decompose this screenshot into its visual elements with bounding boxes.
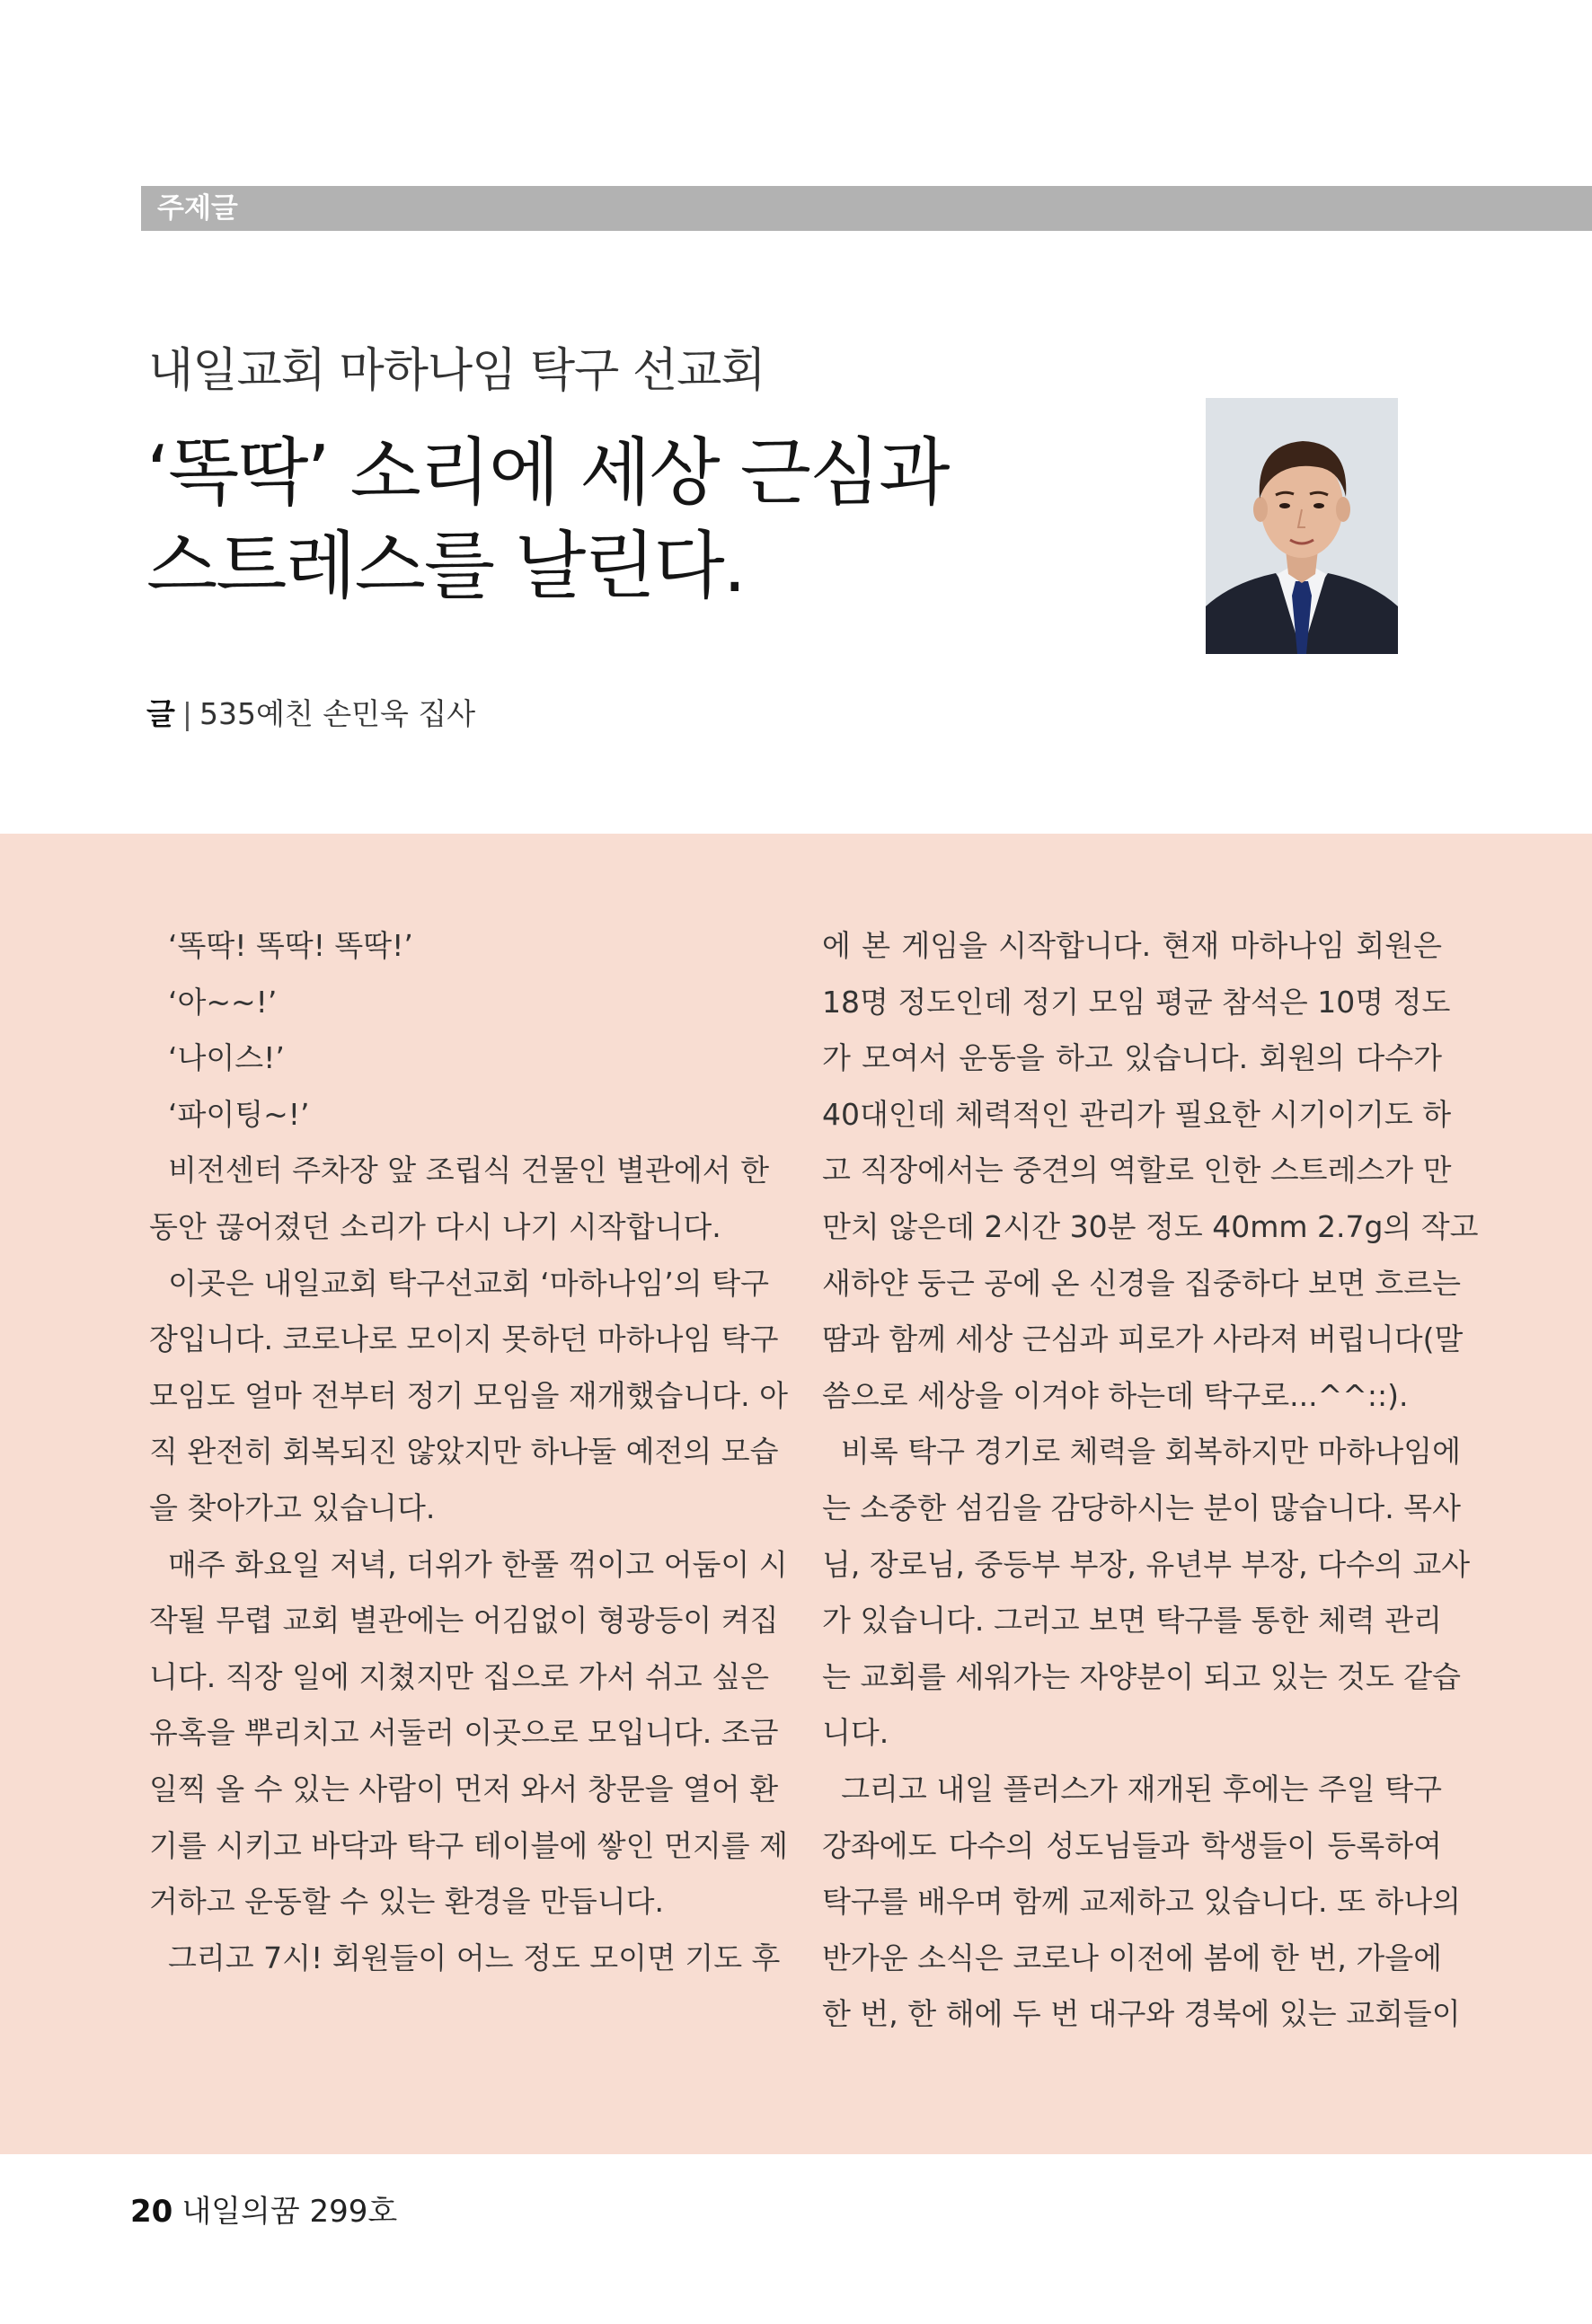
body-line: 장입니다. 코로나로 모이지 못하던 마하나임 탁구: [149, 1321, 779, 1357]
body-line: 18명 정도인데 정기 모임 평균 참석은 10명 정도: [822, 984, 1451, 1020]
body-line: ‘나이스!’: [149, 1040, 285, 1076]
author-photo: [1206, 398, 1398, 654]
section-label: 주제글: [157, 192, 238, 225]
body-line: 작될 무렵 교회 별관에는 어김없이 형광등이 켜집: [149, 1603, 779, 1639]
article-subtitle: 내일교회 마하나임 탁구 선교회: [148, 344, 765, 398]
body-line: 땀과 함께 세상 근심과 피로가 사라져 버립니다(말: [822, 1321, 1464, 1357]
body-line: 이곳은 내일교회 탁구선교회 ‘마하나임’의 탁구: [149, 1265, 769, 1301]
body-line: ‘아~~!’: [149, 984, 278, 1020]
body-line: 강좌에도 다수의 성도님들과 학생들이 등록하여: [822, 1827, 1442, 1863]
author-portrait-image: [1206, 398, 1398, 654]
publication-issue: 내일의꿈 299호: [181, 2194, 398, 2230]
body-line: 거하고 운동할 수 있는 환경을 만듭니다.: [149, 1884, 664, 1920]
body-line: 비전센터 주차장 앞 조립식 건물인 별관에서 한: [149, 1153, 769, 1189]
body-line: 직 완전히 회복되진 않았지만 하나둘 예전의 모습: [149, 1434, 779, 1470]
headline-line-2: 스트레스를 날린다.: [146, 524, 745, 609]
body-line: 유혹을 뿌리치고 서둘러 이곳으로 모입니다. 조금: [149, 1715, 779, 1751]
body-line: 매주 화요일 저녁, 더위가 한풀 꺾이고 어둠이 시: [149, 1546, 788, 1582]
body-line: 새하얀 둥근 공에 온 신경을 집중하다 보면 흐르는: [822, 1265, 1461, 1301]
body-line: 탁구를 배우며 함께 교제하고 있습니다. 또 하나의: [822, 1884, 1461, 1920]
body-line: 반가운 소식은 코로나 이전에 봄에 한 번, 가을에: [822, 1940, 1442, 1975]
body-line: 는 교회를 세워가는 자양분이 되고 있는 것도 같습: [822, 1658, 1461, 1694]
body-line: ‘똑딱! 똑딱! 똑딱!’: [149, 928, 413, 963]
body-line: 만치 않은데 2시간 30분 정도 40mm 2.7g의 작고: [822, 1208, 1479, 1244]
body-line: 40대인데 체력적인 관리가 필요한 시기이기도 하: [822, 1096, 1452, 1132]
headline-line-1: ‘똑딱’ 소리에 세상 근심과: [146, 430, 949, 516]
body-line: 동안 끊어졌던 소리가 다시 나기 시작합니다.: [149, 1208, 721, 1244]
body-line: 고 직장에서는 중견의 역할로 인한 스트레스가 만: [822, 1153, 1452, 1189]
section-bar: [141, 186, 1592, 231]
body-column-left: [149, 918, 788, 1986]
body-line: ‘파이팅~!’: [149, 1096, 310, 1132]
body-line: 한 번, 한 해에 두 번 대구와 경북에 있는 교회들이: [822, 1996, 1461, 2032]
body-line: 일찍 올 수 있는 사람이 먼저 와서 창문을 열어 환: [149, 1771, 779, 1807]
body-line: 가 있습니다. 그러고 보면 탁구를 통한 체력 관리: [822, 1603, 1442, 1639]
body-line: 니다.: [822, 1715, 889, 1751]
body-line: 는 소중한 섬김을 감당하시는 분이 많습니다. 목사: [822, 1489, 1461, 1525]
body-line: 모임도 얼마 전부터 정기 모임을 재개했습니다. 아: [149, 1377, 788, 1413]
body-line: 니다. 직장 일에 지쳤지만 집으로 가서 쉬고 싶은: [149, 1658, 769, 1694]
body-line: 기를 시키고 바닥과 탁구 테이블에 쌓인 먼지를 제: [149, 1827, 788, 1863]
byline-label: 글: [146, 696, 175, 731]
body-line: 그리고 7시! 회원들이 어느 정도 모이면 기도 후: [149, 1940, 781, 1975]
body-line: 비록 탁구 경기로 체력을 회복하지만 마하나임에: [822, 1434, 1461, 1470]
byline-separator: |: [181, 696, 193, 731]
byline-author: 535예친 손민욱 집사: [199, 696, 476, 731]
byline: [146, 694, 475, 735]
body-line: 에 본 게임을 시작합니다. 현재 마하나임 회원은: [822, 928, 1442, 963]
page-footer: [130, 2192, 397, 2231]
page-number: 20: [130, 2194, 173, 2230]
article-headline: [146, 427, 948, 614]
body-line: 을 찾아가고 있습니다.: [149, 1489, 436, 1525]
body-line: 그리고 내일 플러스가 재개된 후에는 주일 탁구: [822, 1771, 1442, 1807]
body-column-right: [822, 918, 1479, 2043]
body-line: 가 모여서 운동을 하고 있습니다. 회원의 다수가: [822, 1040, 1442, 1076]
body-line: 님, 장로님, 중등부 부장, 유년부 부장, 다수의 교사: [822, 1546, 1471, 1582]
body-line: 씀으로 세상을 이겨야 하는데 탁구로...^^::).: [822, 1377, 1409, 1413]
